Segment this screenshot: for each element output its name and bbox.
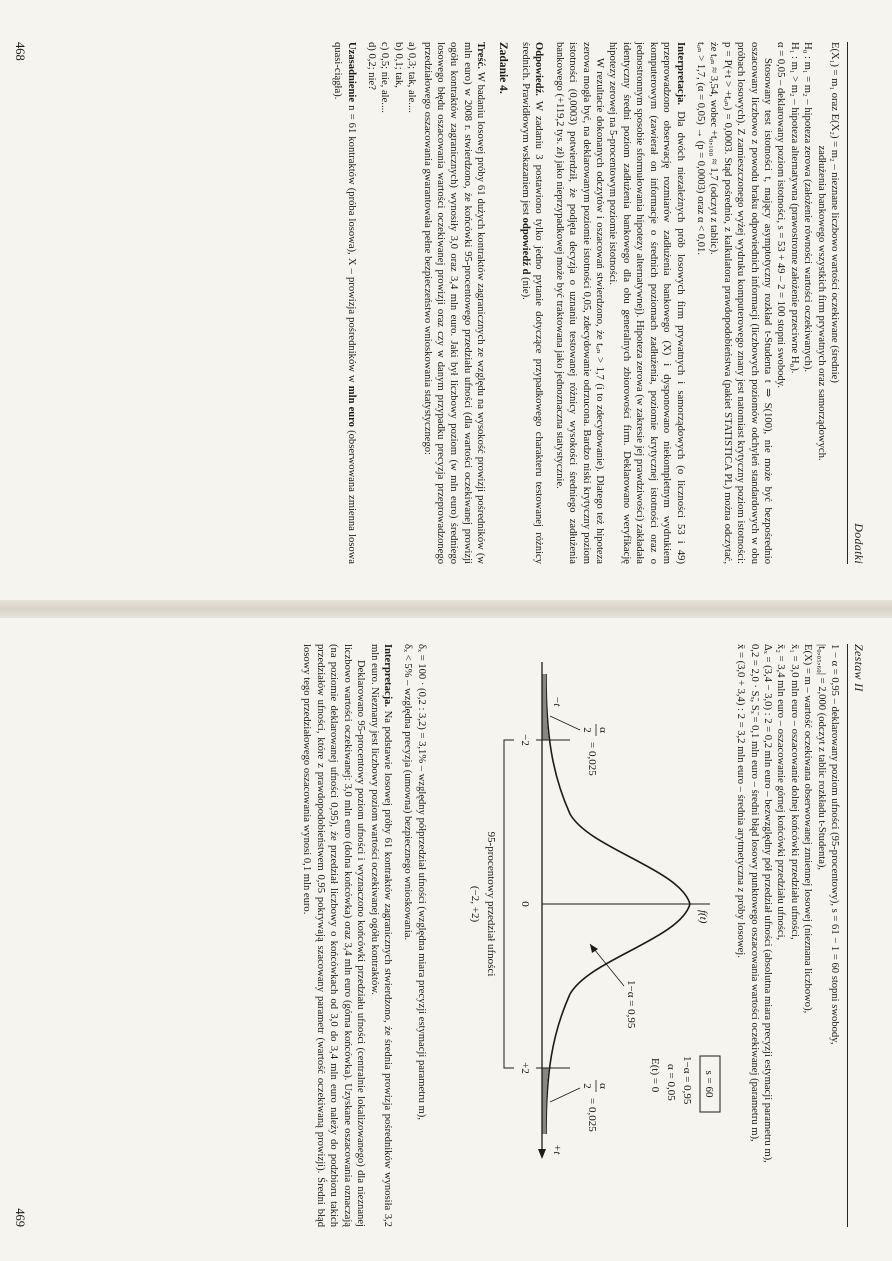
justification-text: n = 61 kontraktów (próba losowa), X – prowizja pośredników w bbox=[345, 105, 357, 383]
half-alpha-den-right: 2 bbox=[580, 1083, 593, 1089]
interpretation-text: Dla dwóch niezależnych prób losowych firm prywatnych i samorządowych (o liczności 53 i 49) przeprowadzono obserwację rozmiarów zadłużenia bankowego (X) i dysponowano niekompletnym wydrukiem komputerowym (zawierał on informacje o średnich poziomach zadłużenia, poziomie krytycznej istotności oraz o jednostronnym sposobie sformułowania hipotezy alternatywnej). Hipoteza zerowa (w zakresie jej prawdziwości) zakładała identyczny średni poziom zadłużenia bankowego dla obu generalnych zbiorowości firm. Deklarowano weryfikację hipotezy zerowej na 5-procentowym poziomie istotności. bbox=[607, 42, 686, 564]
option-a: a) 0,3; tak, ale.... bbox=[406, 42, 418, 113]
relative-precision-line: δₓ = 100 · (0,2 : 3,2) = 3,1% – względny półprzedział ufności (względna miara precyzji estymacji parametru m), bbox=[415, 644, 427, 1120]
paragraph: W rezultacie dokonanych odczytów i oszacowań stwierdzono, że tₒₙ > 1,7 (i to zdecydowanie). Dlatego też hipoteza zerowa mogła być, na deklarowanym poziomie istotności 0,05, zdecydowanie odrzucona. Bardzo niski krytyczny poziom istotności (0,0003) potwierdził, że podjęta decyzja o uznaniu testowanej różnicy wysokości średniego zadłużenia bankowego (+119,2 tys. zł) jako nieprzypadkowej może być traktowana jako jednoznaczna statystycznie. bbox=[553, 42, 606, 564]
t-distribution-svg bbox=[430, 644, 730, 1227]
justification bbox=[331, 42, 358, 564]
task-text: W badaniu losowej próby 61 dużych kontraktów zagranicznych ze względu na wysokość prowizji pośredników (w mln euro) w 2008 r. stwierdzono, że końcówki 95-procentowego przedziału ufności (dla wartości oczekiwanej prowizji ogółu kontraktów zagranicznych) wynosiły 3,0 oraz 3,4 mln euro. Jaki był liczbowy poziom (w mln euro) średniego losowego błędu oszacowania wartości oczekiwanej prowizji oraz czy w danym przypadku precyzja przeprowadzonego przedziałowego oszacowania gwarantowała pełne bezpieczeństwo wnioskowania statystycznego: bbox=[421, 42, 487, 565]
spacer bbox=[687, 42, 694, 564]
axis-label-ft: f(t) bbox=[696, 910, 709, 924]
precision-threshold-line: δₓ < 5% – względna precyzja (umowna) bezpiecznego wnioskowania. bbox=[402, 644, 414, 941]
page-469 bbox=[0, 618, 892, 1261]
s-box-label: s = 60 bbox=[702, 1070, 715, 1098]
justification-text-end: (obserwowana zmienna losowa quasi-ciągła). bbox=[332, 42, 357, 565]
text-line: zadłużenia bankowego wszystkich firm prywatnych oraz samorządowych. bbox=[815, 145, 827, 461]
interval-value: (−2, +2) bbox=[468, 885, 481, 923]
right-page-text-lower bbox=[300, 644, 428, 1227]
curve-label: 1−α = 0,95 bbox=[624, 980, 637, 1029]
lower-bound-line: x̄₁ = 3,0 mln euro – oszacowanie dolnej końcówki przedziału ufności, bbox=[788, 644, 800, 940]
expectation-line: E(X) = m – wartość oczekiwana obserwowanej zmiennej losowej (nieznana liczbowo), bbox=[802, 644, 814, 1014]
text-line: E(X₁) = m₁ oraz E(X₂) = m₂ – nieznane liczbowo wartości oczekiwane (średnie) bbox=[829, 42, 840, 383]
justification-label: Uzasadnienie bbox=[345, 42, 357, 103]
left-page-text bbox=[331, 42, 841, 564]
paragraph: Stosowany test istotności t, mający asymptotyczny rozkład t-Studenta t ⇒ S(100), nie może być bezpośrednio oszacowany liczbowo z powodu braku odpowiednich informacji (liczbowych poziomów odchyleń standardowych w obu próbach losowych). Z zamieszczonego wyżej wydruku komputerowego znany jest natomiast krytyczny poziom istotności: p = P(+t > +tₒₙ) = 0,0003. Stąd pośrednio, z kalkulatora prawdopodobieństwa (pakiet STATISTICA PL) można odczytać, że tₒₙ ≈ 3,54, wobec +t₀,₁₀₀ ≈ 1,7 (odczyt z tablic). bbox=[708, 42, 773, 564]
running-head-left: Dodatki bbox=[847, 42, 866, 564]
pointer-right bbox=[550, 1088, 580, 1102]
task-label: Treść. bbox=[475, 42, 487, 69]
minus-t-label: −t bbox=[550, 696, 563, 707]
half-alpha-num-right: α bbox=[596, 1083, 609, 1089]
running-head-right: Zestaw II bbox=[847, 644, 866, 1227]
hypothesis-null: H₀ : m₁ = m₂ – hipoteza zerowa (założenie równości wartości oczekiwanych). bbox=[802, 42, 814, 373]
tail-value-right: = 0,025 bbox=[585, 1098, 598, 1132]
answer-label: Odpowiedź. bbox=[533, 42, 545, 96]
answer-options bbox=[365, 42, 419, 564]
plus-t-label: +t bbox=[550, 1144, 563, 1155]
pointer-left bbox=[550, 716, 580, 730]
spacer bbox=[394, 644, 401, 1227]
axis-arrow bbox=[538, 1149, 546, 1159]
half-alpha-den-left: 2 bbox=[580, 727, 593, 733]
standard-error-line: 0,2 = 2,0 · Sₓ̄, Sₓ̄ = 0,1 mln euro – średni błąd losowy punktowego oszacowania wartości oczekiwanej (parametru m), bbox=[748, 644, 760, 1142]
book-gutter bbox=[0, 600, 892, 618]
half-alpha-num-left: α bbox=[596, 727, 609, 733]
interpretation-right bbox=[367, 644, 394, 1227]
zero-label: 0 bbox=[518, 901, 531, 907]
option-b: b) 0,1; tak, bbox=[392, 42, 404, 88]
interpretation bbox=[606, 42, 686, 564]
legend-alpha: α = 0,05 bbox=[664, 1064, 677, 1101]
sample-mean-line: x̄ = (3,0 + 3,4) : 2 = 3,2 mln euro – średnia arytmetyczna z próby losowej. bbox=[735, 644, 747, 958]
confidence-level-line: 1 − α = 0,95 – deklarowany poziom ufności (95-procentowy), s = 61 − 1 = 60 stopni swobody, bbox=[829, 644, 840, 1045]
interpretation-label: Interpretacja. bbox=[381, 644, 393, 708]
minus-two-label: −2 bbox=[518, 734, 531, 746]
answer-choice: odpowiedź d bbox=[520, 217, 532, 275]
interpretation-label: Interpretacja. bbox=[674, 42, 686, 106]
option-d: d) 0,2; nie? bbox=[366, 42, 377, 90]
option-c: c) 0,5; nie, ale.... bbox=[379, 42, 391, 113]
task-statement bbox=[420, 42, 487, 564]
upper-bound-line: x̄₂ = 3,4 mln euro – oszacowanie górnej końcówki przedziału ufności, bbox=[775, 644, 787, 941]
critical-value-line: |t₀,₀₅,₆₀| = 2,000 (odczyt z tablic rozkładu t-Studenta), bbox=[815, 644, 827, 871]
test-relation: tₒₙ > 1,7, (α = 0,05) → (p = 0,0003) oraz α < 0,01. bbox=[694, 42, 706, 255]
task-title: Zadanie 4. bbox=[496, 42, 509, 94]
pointer-center-head bbox=[590, 944, 598, 953]
answer-end: (nie). bbox=[520, 277, 532, 300]
interval-label: 95-procentowy przedział ufności bbox=[484, 831, 497, 977]
t-distribution-figure bbox=[430, 644, 730, 1227]
legend-confidence: 1−α = 0,95 bbox=[680, 1056, 693, 1105]
spacer bbox=[545, 42, 552, 564]
right-page-text bbox=[734, 644, 841, 1227]
half-interval-line: Δₓ = (3,4 − 3,0) : 2 = 0,2 mln euro – bezwzględny pół przedział ufności (absolutna miara precyzji estymacji parametru m), bbox=[761, 644, 773, 1163]
significance-level: α = 0,05 – deklarowany poziom istotności, s = 53 + 49 – 2 = 100 stopni swobody. bbox=[775, 42, 787, 388]
answer-text: W zadaniu 3 postawiono tylko jedno pytanie dotyczące przypadkowego charakteru testowanej różnicy średnich. Prawidłowym wskazaniem jest bbox=[520, 42, 545, 564]
answer bbox=[519, 42, 546, 564]
legend-expectation: E(t) = 0 bbox=[648, 1058, 661, 1093]
page-number-left: 468 bbox=[13, 42, 27, 61]
page-468 bbox=[0, 0, 892, 600]
justification-unit: mln euro bbox=[345, 385, 357, 427]
hypothesis-alternative: H₁ : m₁ > m₂ – hipoteza alternatywna (prawostronne założenie przeciwne H₀). bbox=[788, 42, 800, 374]
page-number-right: 469 bbox=[13, 1208, 27, 1227]
spacer bbox=[358, 42, 365, 564]
interval-bracket bbox=[504, 740, 514, 1068]
interpretation-text: Na podstawie losowej próby 61 kontraktów zagranicznych stwierdzono, że średnia prowizja pośredników wynosiła 3,2 mln euro. Nieznany jest liczbowy poziom wartości oczekiwanej ogółu kontraktów. bbox=[368, 644, 393, 1227]
tail-value-left: = 0,025 bbox=[585, 742, 598, 776]
plus-two-label: +2 bbox=[518, 1062, 531, 1074]
paragraph: Deklarowano 95-procentowy poziom ufności i wyznaczono końcówki przedziału ufności (centralnie lokalizowanego) dla nieznanej liczbowo wartości oczekiwanej: 3,0 mln euro (dolna końcówka) oraz 3,4 mln euro (górna końcówka). Uzyskane oszacowania oznaczają (na poziomie deklarowanej ufności 0,95), że przedział liczbowy o końcówkach od 3,0 do 3,4 mln euro należy do podzbioru takich przedziałów ufności, które z prawdopodobieństwem 0,95 pokrywają szacowany parametr (wartość oczekiwaną prowizji). Średni błąd losowy tego przedziałowego oszacowania wynosi 0,1 mln euro. bbox=[301, 644, 367, 1227]
